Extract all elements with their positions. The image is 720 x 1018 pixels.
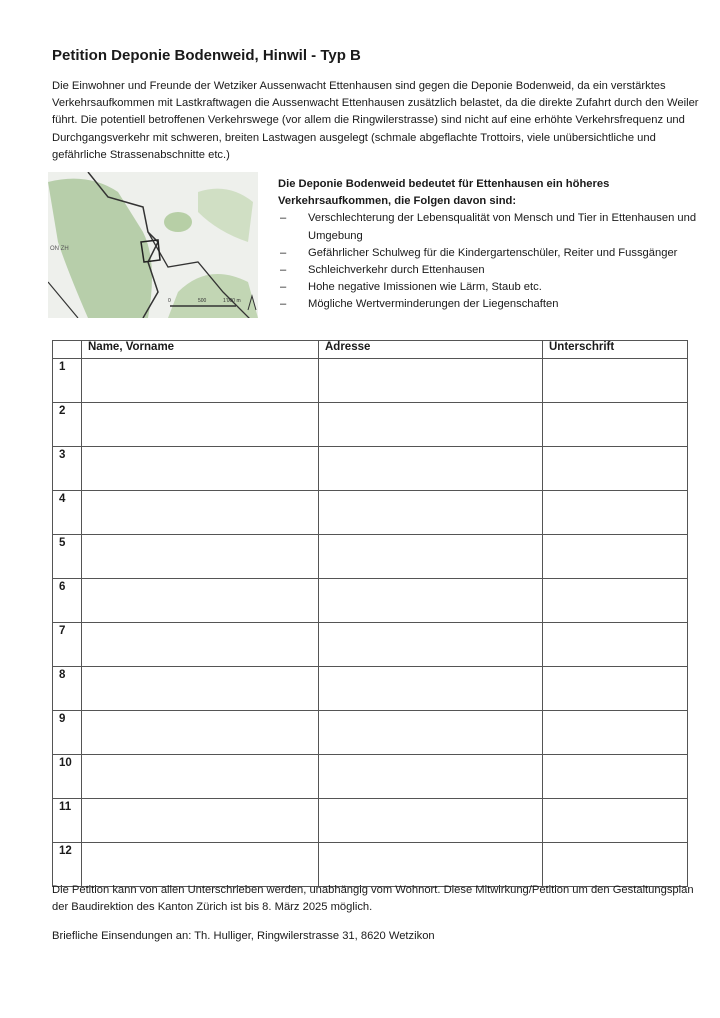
dash: – bbox=[280, 281, 287, 294]
dash: – bbox=[280, 246, 287, 259]
row-number: 3 bbox=[53, 447, 82, 491]
map-label: ON ZH bbox=[50, 246, 69, 252]
address-cell[interactable] bbox=[319, 755, 543, 799]
header-address: Adresse bbox=[319, 341, 543, 359]
table-row bbox=[53, 843, 688, 887]
signature-cell[interactable] bbox=[543, 799, 688, 843]
signature-cell[interactable] bbox=[543, 711, 688, 755]
signature-cell[interactable] bbox=[543, 843, 688, 887]
footer bbox=[52, 882, 712, 958]
name-cell[interactable] bbox=[82, 491, 319, 535]
row-number: 8 bbox=[53, 667, 82, 711]
consequences-heading: Die Deponie Bodenweid bedeutet für Ettenhausen ein höheres Verkehrsaufkommen, die Folgen davon sind: bbox=[278, 178, 610, 208]
consequences-section bbox=[278, 176, 718, 314]
row-number: 11 bbox=[53, 799, 82, 843]
page-title: Petition Deponie Bodenweid, Hinwil - Typ B bbox=[52, 47, 361, 64]
row-number: 2 bbox=[53, 403, 82, 447]
consequence-text: Mögliche Wertverminderungen der Liegenschaften bbox=[308, 298, 559, 311]
address-cell[interactable] bbox=[319, 799, 543, 843]
row-number: 6 bbox=[53, 579, 82, 623]
header-number bbox=[53, 341, 82, 359]
signature-table bbox=[52, 340, 688, 887]
consequence-text: Gefährlicher Schulweg für die Kindergartenschüler, Reiter und Fussgänger bbox=[308, 246, 678, 259]
signature-cell[interactable] bbox=[543, 359, 688, 403]
footer-note: Die Petition kann von allen Unterschrieben werden, unabhängig vom Wohnort. Diese Mitwirkung/Petition um den Gestaltungsplan der Baudirektion des Kanton Zürich ist bis 8. März 2025 möglich. bbox=[52, 884, 694, 914]
signature-cell[interactable] bbox=[543, 755, 688, 799]
map-scale-0: 0 bbox=[168, 298, 171, 304]
address-cell[interactable] bbox=[319, 447, 543, 491]
consequence-item bbox=[278, 262, 718, 279]
signature-cell[interactable] bbox=[543, 579, 688, 623]
signature-cell[interactable] bbox=[543, 535, 688, 579]
row-number: 10 bbox=[53, 755, 82, 799]
table-row bbox=[53, 447, 688, 491]
header-name: Name, Vorname bbox=[82, 341, 319, 359]
row-number: 9 bbox=[53, 711, 82, 755]
row-number: 5 bbox=[53, 535, 82, 579]
footer-address: Briefliche Einsendungen an: Th. Hulliger, Ringwilerstrasse 31, 8620 Wetzikon bbox=[52, 930, 435, 943]
consequence-text: Verschlechterung der Lebensqualität von Mensch und Tier in Ettenhausen und Umgebung bbox=[308, 212, 697, 242]
map-scale-mid: 500 bbox=[198, 298, 207, 304]
consequence-item bbox=[278, 210, 718, 244]
dash: – bbox=[280, 264, 287, 277]
consequence-item bbox=[278, 245, 718, 262]
signature-cell[interactable] bbox=[543, 667, 688, 711]
dash: – bbox=[280, 212, 287, 225]
address-cell[interactable] bbox=[319, 359, 543, 403]
map-image bbox=[48, 172, 258, 318]
address-cell[interactable] bbox=[319, 535, 543, 579]
row-number: 7 bbox=[53, 623, 82, 667]
table-row bbox=[53, 535, 688, 579]
address-cell[interactable] bbox=[319, 579, 543, 623]
table-row bbox=[53, 359, 688, 403]
name-cell[interactable] bbox=[82, 359, 319, 403]
table-row bbox=[53, 491, 688, 535]
address-cell[interactable] bbox=[319, 491, 543, 535]
name-cell[interactable] bbox=[82, 579, 319, 623]
table-row bbox=[53, 755, 688, 799]
address-cell[interactable] bbox=[319, 667, 543, 711]
table-row bbox=[53, 623, 688, 667]
map-scale-end: 1'000 m bbox=[223, 298, 241, 304]
intro-paragraph: Die Einwohner und Freunde der Wetziker Aussenwacht Ettenhausen sind gegen die Deponie Bodenweid, da ein verstärktes Verkehrsaufkommen mit Lastkraftwagen die Aussenwacht Ettenhausen zusätzlich belastet, da die direkte Zufahrt durch den Weiler führt. Die potentiell betroffenen Verkehrswege (vor allem die Ringwilerstrasse) sind nicht auf eine erhöhte Verkehrsfrequenz und Durchgangsverkehr mit schweren, breiten Lastwagen ausgelegt (schmale abgeflachte Trottoirs, viele unübersichtliche und gefährliche Strassenabschnitte etc.) bbox=[52, 80, 699, 161]
address-cell[interactable] bbox=[319, 623, 543, 667]
consequence-item bbox=[278, 296, 718, 313]
name-cell[interactable] bbox=[82, 667, 319, 711]
table-row bbox=[53, 579, 688, 623]
signature-cell[interactable] bbox=[543, 491, 688, 535]
table-row bbox=[53, 711, 688, 755]
name-cell[interactable] bbox=[82, 403, 319, 447]
name-cell[interactable] bbox=[82, 843, 319, 887]
table-row bbox=[53, 799, 688, 843]
header-signature: Unterschrift bbox=[543, 341, 688, 359]
row-number: 12 bbox=[53, 843, 82, 887]
address-cell[interactable] bbox=[319, 711, 543, 755]
address-cell[interactable] bbox=[319, 843, 543, 887]
signature-cell[interactable] bbox=[543, 447, 688, 491]
name-cell[interactable] bbox=[82, 623, 319, 667]
name-cell[interactable] bbox=[82, 535, 319, 579]
row-number: 4 bbox=[53, 491, 82, 535]
signature-cell[interactable] bbox=[543, 623, 688, 667]
consequence-text: Schleichverkehr durch Ettenhausen bbox=[308, 264, 485, 277]
table-row bbox=[53, 403, 688, 447]
signature-cell[interactable] bbox=[543, 403, 688, 447]
name-cell[interactable] bbox=[82, 447, 319, 491]
consequence-text: Hohe negative Imissionen wie Lärm, Staub etc. bbox=[308, 281, 542, 294]
table-row bbox=[53, 667, 688, 711]
name-cell[interactable] bbox=[82, 755, 319, 799]
consequence-item bbox=[278, 279, 718, 296]
address-cell[interactable] bbox=[319, 403, 543, 447]
row-number: 1 bbox=[53, 359, 82, 403]
dash: – bbox=[280, 298, 287, 311]
table-header-row bbox=[53, 341, 688, 359]
name-cell[interactable] bbox=[82, 711, 319, 755]
name-cell[interactable] bbox=[82, 799, 319, 843]
